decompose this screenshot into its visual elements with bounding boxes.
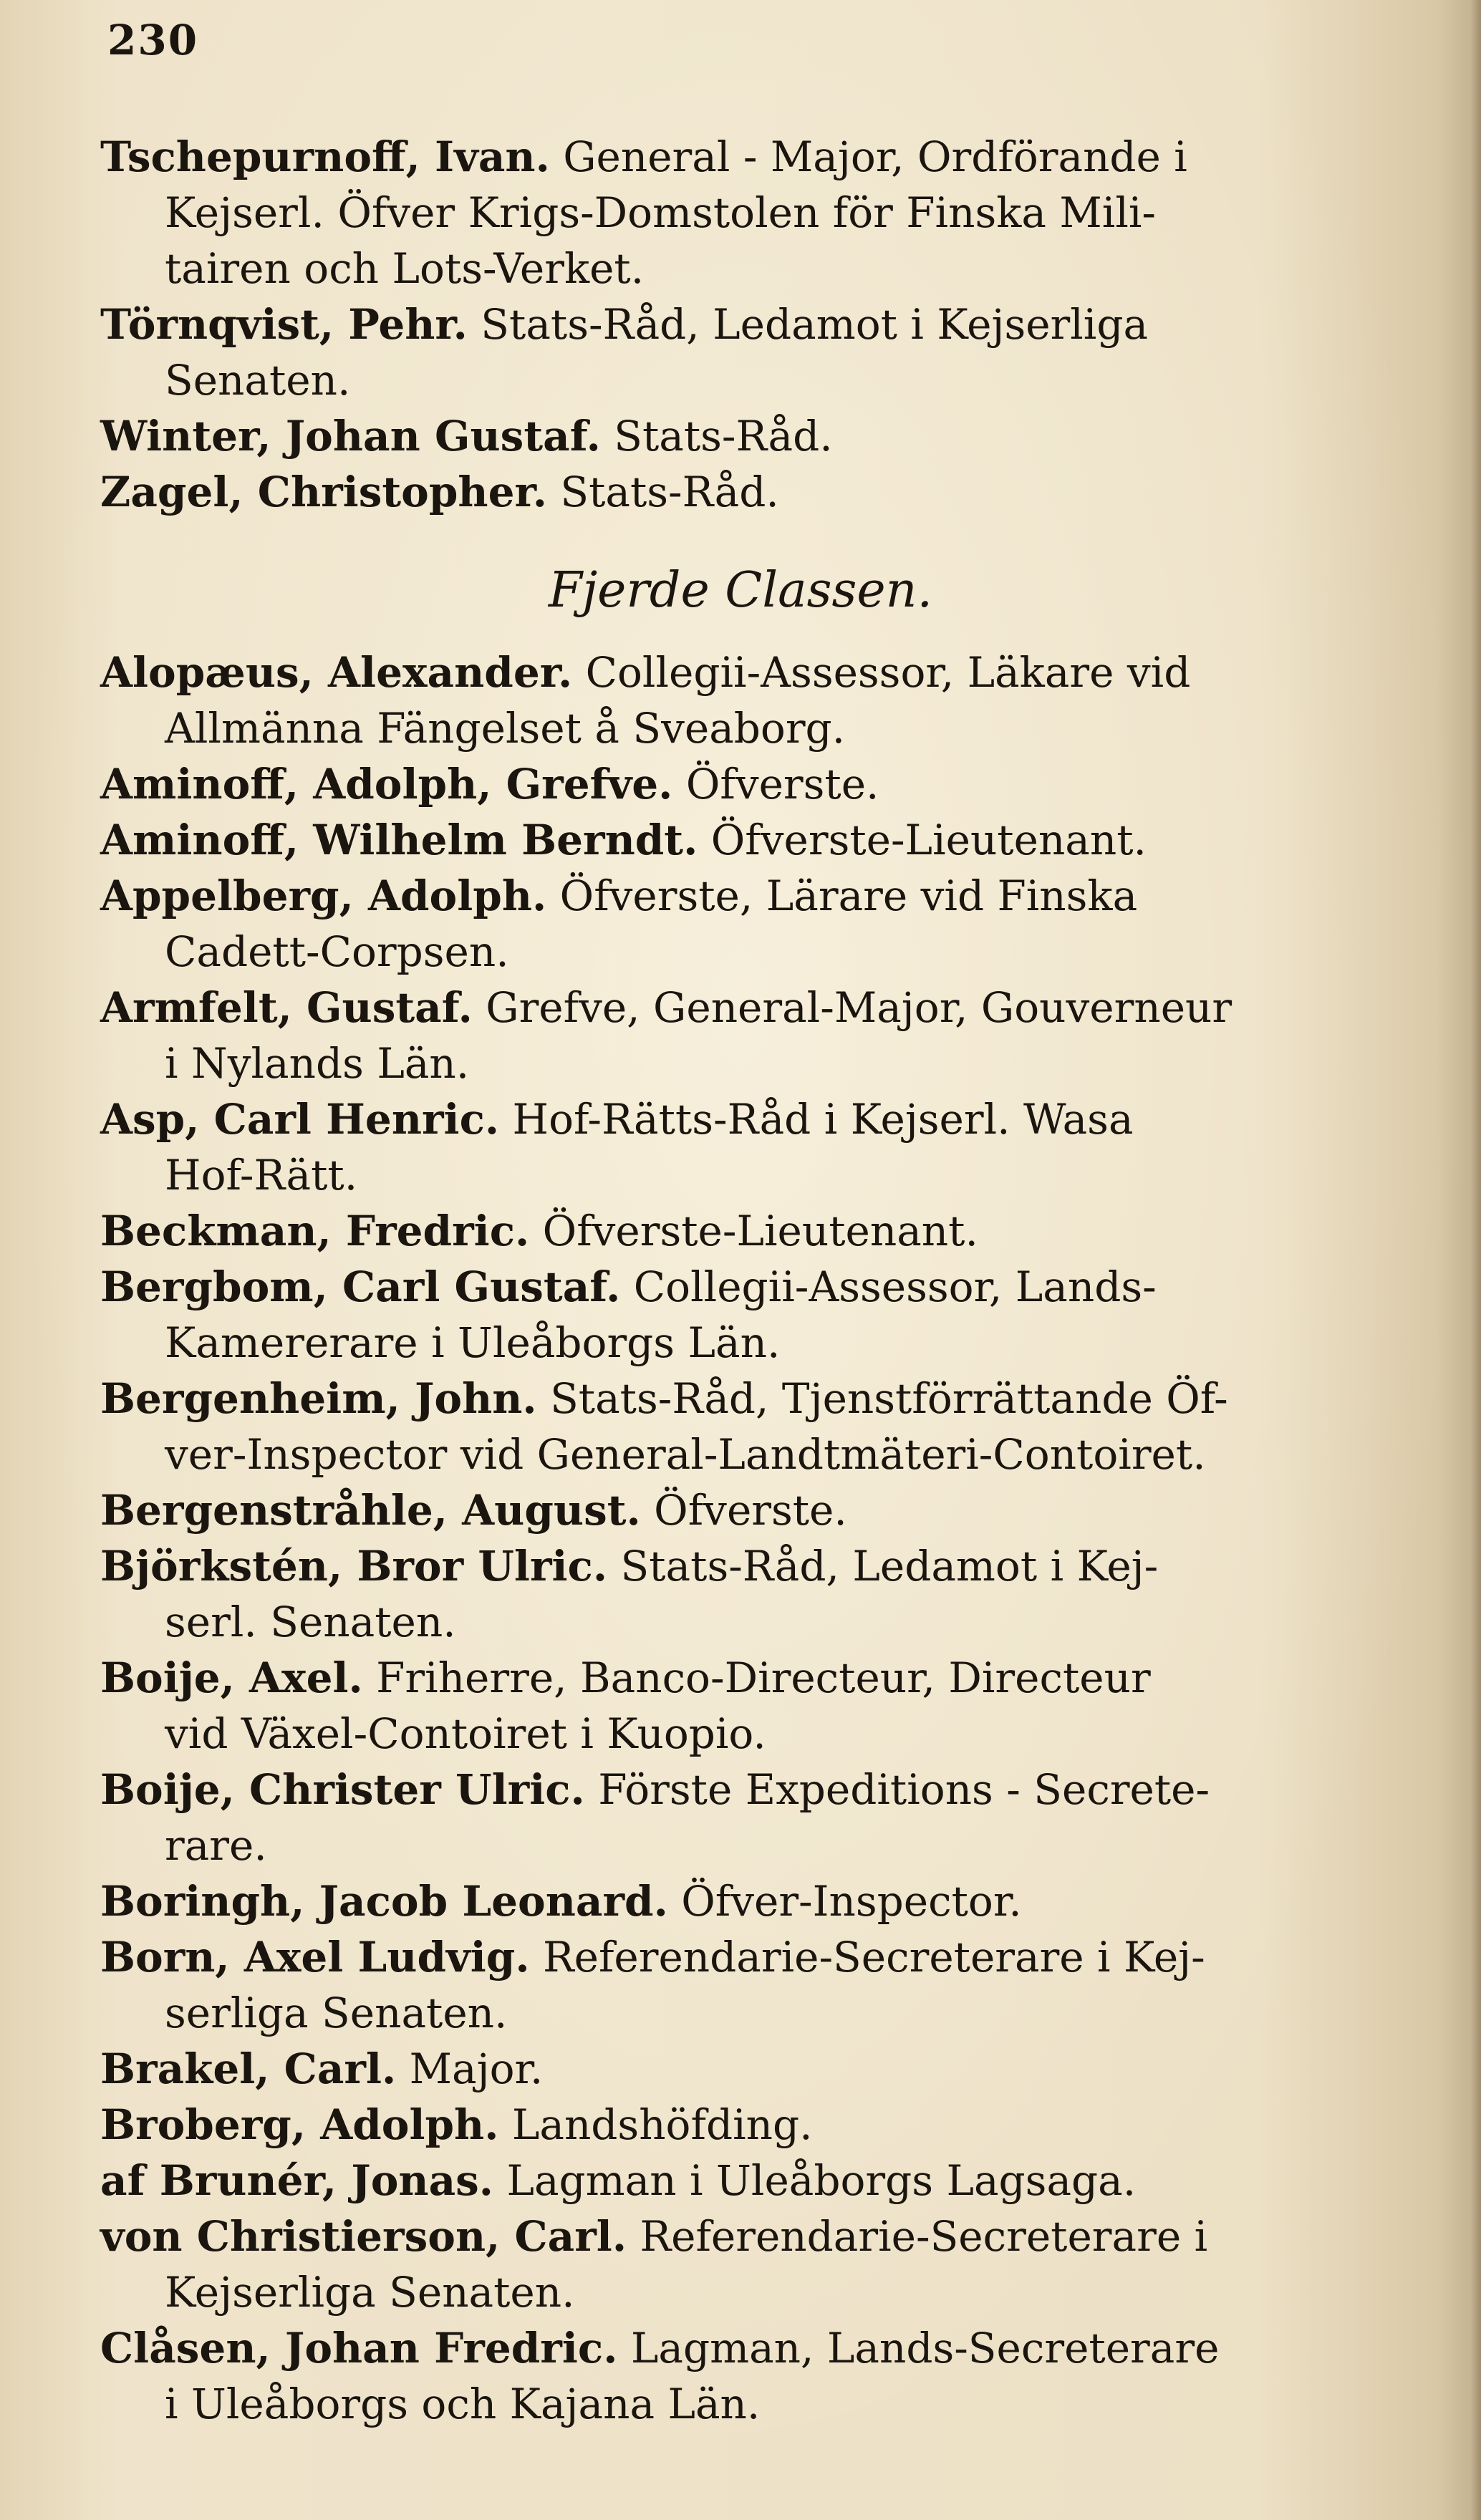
entry-title-continuation: ver-Inspector vid General-Landtmäteri-Contoiret. — [165, 1430, 1206, 1479]
list-entry — [100, 408, 1454, 464]
list-entry — [100, 980, 1454, 1091]
page-number: 230 — [107, 16, 199, 64]
entry-title-continuation: i Uleåborgs och Kajana Län. — [165, 2380, 761, 2428]
list-entry — [100, 2153, 1454, 2208]
entry-title-continuation: tairen och Lots-Verket. — [165, 244, 645, 293]
entry-name: Aminoff, Adolph, Grefve. — [100, 760, 673, 808]
list-entry — [100, 1538, 1454, 1650]
entry-name: Winter, Johan Gustaf. — [100, 412, 601, 460]
entry-title: Referendarie-Secreterare i — [640, 2212, 1208, 2261]
list-entry — [100, 2041, 1454, 2097]
entry-title: Stats-Råd. — [614, 412, 833, 460]
entry-title: Stats-Råd, Ledamot i Kej- — [620, 1542, 1159, 1590]
entry-title-continuation: Cadett-Corpsen. — [165, 927, 509, 976]
list-entry — [100, 812, 1454, 868]
entry-name: Zagel, Christopher. — [100, 468, 547, 516]
list-entry — [100, 2320, 1454, 2432]
entry-title: Stats-Råd, Ledamot i Kejserliga — [481, 300, 1149, 349]
entry-name: Boije, Christer Ulric. — [100, 1765, 585, 1814]
list-entry — [100, 645, 1454, 756]
list-entry — [100, 756, 1454, 812]
entry-name: Tschepurnoff, Ivan. — [100, 132, 550, 181]
entry-title: Förste Expeditions - Secrete- — [598, 1765, 1210, 1814]
entry-name: Bergbom, Carl Gustaf. — [100, 1263, 621, 1311]
list-entry — [100, 2208, 1454, 2320]
entry-name: Alopæus, Alexander. — [100, 648, 573, 697]
entry-title: General - Major, Ordförande i — [563, 132, 1187, 181]
entry-title: Öfver-Inspector. — [681, 1877, 1022, 1926]
entry-name: Brakel, Carl. — [100, 2045, 397, 2093]
list-entry — [100, 1371, 1454, 1482]
entry-title: Öfverste. — [654, 1486, 847, 1535]
entry-name: Boije, Axel. — [100, 1654, 363, 1702]
list-entry — [100, 1650, 1454, 1762]
section-heading: Fjerde Classen. — [548, 562, 933, 619]
entry-name: Aminoff, Wilhelm Berndt. — [100, 816, 698, 864]
entry-title-continuation: Allmänna Fängelset å Sveaborg. — [165, 704, 846, 753]
entry-title: Öfverste-Lieutenant. — [542, 1207, 978, 1255]
entry-name: Asp, Carl Henric. — [100, 1095, 500, 1144]
entry-name: Armfelt, Gustaf. — [100, 983, 473, 1032]
entry-title: Grefve, General-Major, Gouverneur — [486, 983, 1232, 1032]
entry-name: Bergenheim, John. — [100, 1374, 537, 1423]
list-entry — [100, 1482, 1454, 1538]
entry-title: Lagman i Uleåborgs Lagsaga. — [506, 2156, 1137, 2205]
list-entry — [100, 1091, 1454, 1203]
list-entry — [100, 1259, 1454, 1371]
entry-title: Collegii-Assessor, Lands- — [633, 1263, 1157, 1311]
page-edge-shadow — [1471, 0, 1481, 2520]
entry-title: Stats-Råd. — [560, 468, 779, 516]
list-entry — [100, 1873, 1454, 1929]
entry-name: Beckman, Fredric. — [100, 1207, 530, 1255]
entry-name: Broberg, Adolph. — [100, 2100, 499, 2149]
entry-title-continuation: i Nylands Län. — [165, 1039, 470, 1088]
entry-title: Lagman, Lands-Secreterare — [630, 2324, 1220, 2372]
list-entry — [100, 1203, 1454, 1259]
entry-name: Clåsen, Johan Fredric. — [100, 2324, 618, 2372]
entry-title: Öfverste-Lieutenant. — [710, 816, 1147, 864]
entry-title: Hof-Rätts-Råd i Kejserl. Wasa — [512, 1095, 1134, 1144]
entry-name: Törnqvist, Pehr. — [100, 300, 468, 349]
entry-title: Collegii-Assessor, Läkare vid — [585, 648, 1191, 697]
entry-title-continuation: serliga Senaten. — [165, 1989, 508, 2037]
entry-name: Boringh, Jacob Leonard. — [100, 1877, 668, 1926]
list-entry — [100, 1762, 1454, 1873]
list-entry — [100, 868, 1454, 980]
entry-name: Born, Axel Ludvig. — [100, 1933, 530, 1981]
entry-title-continuation: Kejserliga Senaten. — [165, 2268, 575, 2317]
list-entry — [100, 2097, 1454, 2153]
entry-title: Friherre, Banco-Directeur, Directeur — [376, 1654, 1151, 1702]
entry-name: af Brunér, Jonas. — [100, 2156, 493, 2205]
entry-title: Major. — [409, 2045, 544, 2093]
list-entry — [100, 296, 1454, 408]
entry-title: Öfverste, Lärare vid Finska — [559, 872, 1138, 920]
list-entry — [100, 464, 1454, 520]
entry-title: Öfverste. — [685, 760, 879, 808]
list-entry — [100, 129, 1454, 296]
entry-name: Appelberg, Adolph. — [100, 872, 547, 920]
entry-title: Referendarie-Secreterare i Kej- — [542, 1933, 1205, 1981]
entry-title-continuation: vid Växel-Contoiret i Kuopio. — [165, 1709, 766, 1758]
entry-title-continuation: serl. Senaten. — [165, 1598, 456, 1646]
entry-title-continuation: Kejserl. Öfver Krigs-Domstolen för Finska Mili- — [165, 188, 1157, 237]
entry-name: Björkstén, Bror Ulric. — [100, 1542, 608, 1590]
entry-title-continuation: Kamererare i Uleåborgs Län. — [165, 1318, 781, 1367]
entry-title-continuation: Senaten. — [165, 356, 351, 405]
entry-title-continuation: Hof-Rätt. — [165, 1151, 358, 1199]
entry-title-continuation: rare. — [165, 1821, 267, 1870]
entry-name: von Christierson, Carl. — [100, 2212, 627, 2261]
entry-title: Landshöfding. — [511, 2100, 813, 2149]
list-entry — [100, 1929, 1454, 2041]
entry-title: Stats-Råd, Tjenstförrättande Öf- — [550, 1374, 1228, 1423]
entry-name: Bergenstråhle, August. — [100, 1486, 641, 1535]
